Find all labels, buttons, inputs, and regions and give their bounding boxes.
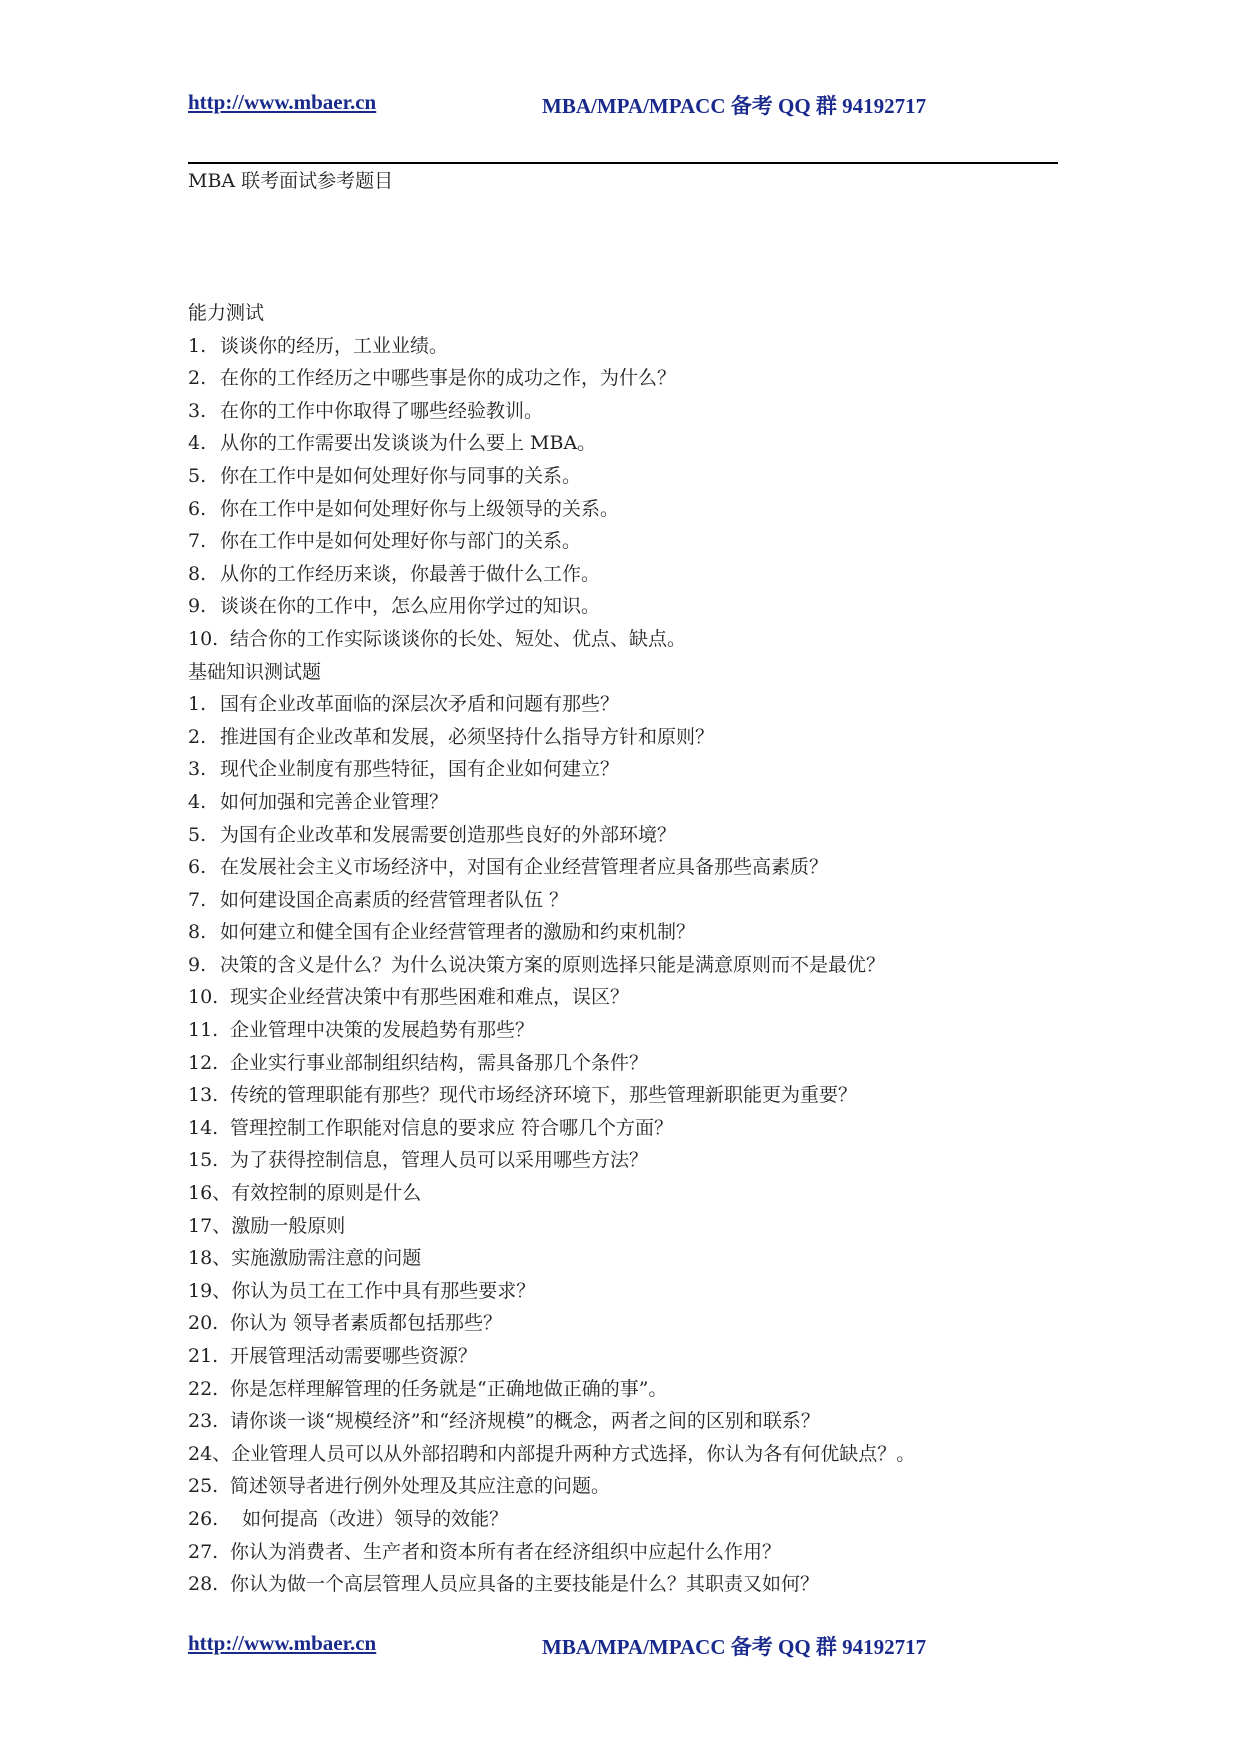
question-number: 25. [188,1475,219,1498]
question-text: 从你的工作需要出发谈谈为什么要上 MBA。 [220,432,597,455]
question-number: 12. [188,1051,219,1074]
question-number: 13. [188,1084,219,1107]
question-text: 你在工作中是如何处理好你与部门的关系。 [220,530,582,553]
section-heading: 基础知识测试题 [188,660,322,683]
question-text: 你认为消费者、生产者和资本所有者在经济组织中应起什么作用？ [230,1540,782,1563]
question-item [188,721,1068,754]
question-number: 20. [188,1312,219,1335]
question-number: 26. [188,1507,219,1530]
question-text: 为国有企业改革和发展需要创造那些良好的外部环境？ [220,823,677,846]
section-heading: 能力测试 [188,302,265,324]
question-text: 如何建设国企高素质的经营管理者队伍 ？ [220,888,569,911]
question-text: 有效控制的原则是什么 [231,1182,422,1205]
question-item [188,851,1068,884]
header-website-link[interactable]: http://www.mbaer.cn [188,90,377,114]
question-item [188,1373,1068,1406]
question-number: 3. [188,758,207,781]
question-item [188,330,1068,363]
question-text: 实施激励需注意的问题 [231,1247,422,1270]
question-item [188,1014,1068,1047]
question-text: 现代企业制度有那些特征，国有企业如何建立？ [220,758,620,781]
question-text: 企业实行事业部制组织结构，需具备那几个条件？ [230,1051,649,1074]
page-footer [188,1631,988,1661]
question-number: 14. [188,1116,219,1139]
header-qq-group: MBA/MPA/MPACC 备考 QQ 群 94192717 [542,94,927,118]
question-number: 10. [188,627,219,650]
question-text: 现实企业经营决策中有那些困难和难点，误区？ [230,986,630,1009]
question-item [188,558,1068,591]
question-number: 22. [188,1377,219,1400]
question-number: 4. [188,790,207,813]
question-number: 24、 [188,1442,232,1465]
question-number: 6. [188,497,207,520]
question-text: 在你的工作经历之中哪些事是你的成功之作，为什么？ [220,367,677,390]
question-number: 8. [188,921,207,944]
question-text: 你认为员工在工作中具有那些要求？ [231,1279,536,1302]
question-number: 9. [188,953,207,976]
question-item [188,819,1068,852]
question-item [188,1079,1068,1112]
question-text: 推进国有企业改革和发展，必须坚持什么指导方针和原则？ [220,725,715,748]
page-header [188,90,988,120]
question-item [188,1144,1068,1177]
question-item [188,1112,1068,1145]
question-item [188,1047,1068,1080]
question-item [188,1536,1068,1569]
question-number: 7. [188,888,207,911]
question-number: 4. [188,432,207,455]
question-number: 9. [188,595,207,618]
question-text: 你是怎样理解管理的任务就是“正确地做正确的事”。 [230,1377,668,1400]
question-number: 1. [188,334,207,357]
question-item [188,1340,1068,1373]
question-item [188,427,1068,460]
document-body [188,297,1068,1601]
question-number: 6. [188,856,207,879]
question-text: 从你的工作经历来谈，你最善于做什么工作。 [220,562,601,585]
question-number: 11. [188,1019,219,1042]
question-item [188,460,1068,493]
question-text: 如何加强和完善企业管理？ [220,790,449,813]
question-text: 谈谈你的经历，工业业绩。 [220,334,449,357]
question-item [188,590,1068,623]
question-text: 你在工作中是如何处理好你与同事的关系。 [220,464,582,487]
question-number: 1. [188,693,207,716]
question-number: 21. [188,1345,219,1367]
question-number: 19、 [188,1279,232,1302]
question-item [188,949,1068,982]
question-text: 你认为做一个高层管理人员应具备的主要技能是什么？其职责又如何？ [230,1573,820,1596]
question-text: 谈谈在你的工作中，怎么应用你学过的知识。 [220,595,601,618]
question-item [188,753,1068,786]
header-divider [188,162,1058,164]
question-number: 23. [188,1410,219,1433]
question-item [188,623,1068,656]
question-number: 5. [188,464,207,487]
question-text: 在发展社会主义市场经济中，对国有企业经营管理者应具备那些高素质？ [220,856,829,879]
question-text: 在你的工作中你取得了哪些经验教训。 [220,399,544,422]
question-text: 传统的管理职能有那些？现代市场经济环境下，那些管理新职能更为重要？ [230,1084,858,1107]
question-text: 为了获得控制信息，管理人员可以采用哪些方法？ [230,1149,649,1172]
question-text: 企业管理人员可以从外部招聘和内部提升两种方式选择，你认为各有何优缺点？。 [231,1442,916,1465]
question-item [188,1275,1068,1308]
question-item [188,916,1068,949]
question-text: 你认为 领导者素质都包括那些？ [230,1312,503,1335]
question-text: 请你谈一谈“规模经济”和“经济规模”的概念，两者之间的区别和联系？ [230,1410,820,1433]
question-text: 企业管理中决策的发展趋势有那些？ [230,1019,535,1042]
question-number: 10. [188,986,219,1009]
question-text: 决策的含义是什么？为什么说决策方案的原则选择只能是满意原则而不是最优？ [220,953,886,976]
question-item [188,1405,1068,1438]
question-text: 管理控制工作职能对信息的要求应 符合哪几个方面？ [230,1116,674,1139]
question-item [188,688,1068,721]
question-item [188,1438,1068,1471]
question-number: 2. [188,725,207,748]
question-number: 5. [188,823,207,846]
question-item [188,786,1068,819]
question-item [188,395,1068,428]
question-number: 3. [188,399,207,422]
question-text: 开展管理活动需要哪些资源？ [230,1345,478,1367]
question-text: 简述领导者进行例外处理及其应注意的问题。 [230,1475,611,1498]
question-text: 国有企业改革面临的深层次矛盾和问题有那些？ [220,693,620,716]
question-number: 8. [188,562,207,585]
question-text: 结合你的工作实际谈谈你的长处、短处、优点、缺点。 [230,627,687,650]
footer-qq-group: MBA/MPA/MPACC 备考 QQ 群 94192717 [542,1635,927,1659]
question-text: 如何建立和健全国有企业经营管理者的激励和约束机制？ [220,921,696,944]
question-text: 你在工作中是如何处理好你与上级领导的关系。 [220,497,620,520]
question-number: 7. [188,530,207,553]
question-item [188,1470,1068,1503]
document-title: MBA 联考面试参考题目 [188,170,394,192]
question-item [188,493,1068,526]
question-number: 18、 [188,1247,232,1270]
question-text: 激励一般原则 [231,1214,346,1237]
question-item [188,884,1068,917]
question-item [188,1210,1068,1243]
question-item [188,525,1068,558]
question-item [188,981,1068,1014]
question-number: 27. [188,1540,219,1563]
question-number: 17、 [188,1214,232,1237]
question-text: 如何提高（改进）领导的效能？ [230,1507,509,1530]
question-number: 2. [188,367,207,390]
question-number: 28. [188,1573,219,1596]
footer-website-link[interactable]: http://www.mbaer.cn [188,1631,377,1655]
question-number: 15. [188,1149,219,1172]
question-number: 16、 [188,1182,232,1205]
question-item [188,1242,1068,1275]
question-item [188,1503,1068,1536]
question-item [188,1177,1068,1210]
question-item [188,362,1068,395]
question-item [188,1568,1068,1601]
question-item [188,1307,1068,1340]
